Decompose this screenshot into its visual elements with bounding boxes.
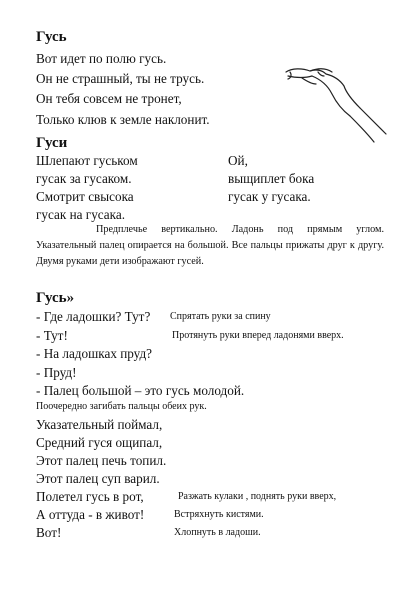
poem3-verse-1: - Где ладошки? Тут? — [36, 309, 151, 324]
poem2-right-line-2: выщиплет бока — [228, 171, 315, 186]
poem3-note-2: Протянуть руки вперед ладонями вверх. — [172, 330, 344, 341]
poem3-verse-9: Этот палец суп варил. — [36, 471, 160, 486]
poem1-title: Гусь — [36, 29, 67, 45]
poem3-title: Гусь» — [36, 290, 75, 306]
poem1-line-4: Только клюв к земле наклонит. — [36, 112, 210, 127]
poem3-verse-5: - Палец большой – это гусь молодой. — [36, 383, 245, 398]
poem3-verse-6: Указательный поймал, — [36, 417, 163, 432]
poem3-note-1: Спрятать руки за спину — [170, 311, 271, 322]
poem3-verse-10: Полетел гусь в рот, — [36, 489, 144, 504]
poem2-right-line-1: Ой, — [228, 153, 248, 168]
poem3-verse-2: - Тут! — [36, 328, 68, 343]
poem2-right-line-3: гусак у гусака. — [228, 189, 311, 204]
poem3-note-10: Разжать кулаки , поднять руки вверх, — [178, 491, 337, 502]
poem3-note-12: Хлопнуть в ладоши. — [174, 527, 261, 538]
goose-hand-illustration — [282, 58, 394, 150]
poem3-verse-8: Этот палец печь топил. — [36, 453, 167, 468]
poem2-instruction: Предплечье вертикально. Ладонь под прямым углом. Указательный палец опирается на большой. Все пальцы прижаты друг к другу. Двумя руками дети изображают гусей. — [36, 224, 384, 267]
poem3-verse-12: Вот! — [36, 525, 62, 540]
poem3-verse-4: - Пруд! — [36, 365, 77, 380]
poem2-left-line-2: гусак за гусаком. — [36, 171, 132, 186]
poem3-verse-11: А оттуда - в живот! — [36, 507, 145, 522]
poem3-verse-7: Средний гуся ощипал, — [36, 435, 163, 450]
poem3-mid-note: Поочередно загибать пальцы обеих рук. — [36, 401, 207, 412]
poem2-left-line-3: Смотрит свысока — [36, 189, 134, 204]
poem1-line-3: Он тебя совсем не тронет, — [36, 91, 182, 106]
poem2-title: Гуси — [36, 135, 68, 151]
poem2-left-line-1: Шлепают гуськом — [36, 153, 138, 168]
poem3-verse-3: - На ладошках пруд? — [36, 346, 153, 361]
poem3-note-11: Встряхнуть кистями. — [174, 509, 264, 520]
poem1-line-2: Он не страшный, ты не трусь. — [36, 71, 205, 86]
poem2-left-line-4: гусак на гусака. — [36, 207, 126, 222]
poem1-line-1: Вот идет по полю гусь. — [36, 51, 167, 66]
